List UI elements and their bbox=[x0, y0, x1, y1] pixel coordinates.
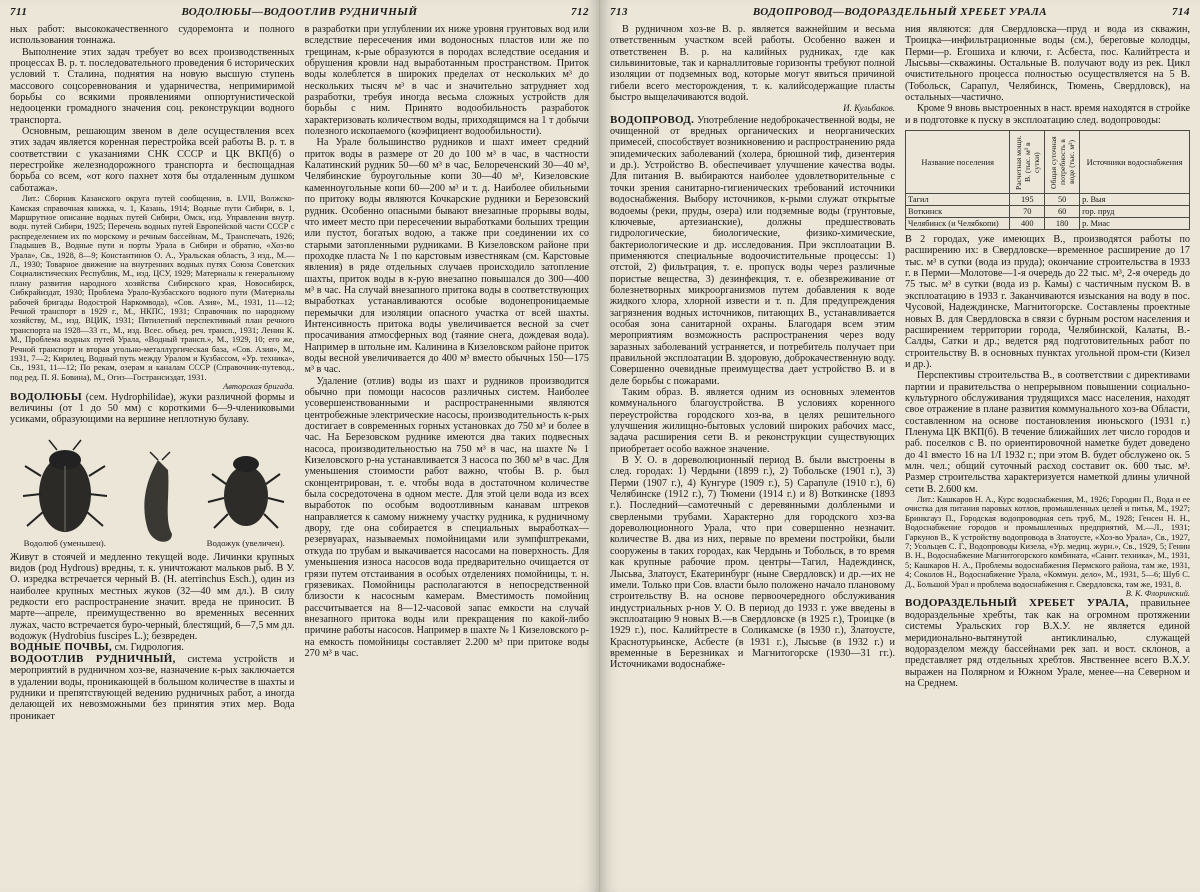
bibliography: Лит.: Сборник Казанского округа путей сообщения, в. LVII, Волжско-Камская справочная книжка, ч. 1, Казань, 1914; Водные пути Сибири, в. 1, Маршрутное описание водных путей Сибири, Омск, изд. Управления внутр. водн. путей Сибири, 1925; Перечень водных путей Европейской части СССР с распределением их по морскому и речным бассейнам, М., Транспечать, 1926; Гладышев В., Водные пути и порты Урала в Сибири и обратно, «Хоз-во Урала», Св., 1928, 8—9; Константинов О. А., Уральская область, 3 изд., М.—Л., 1930; Товарное движение на внутренних водных путях Союза Советских Социалистических Республик, М., изд. ЦСУ, 1929; Материалы к генеральному плану развития народного хозяйства Сибирского края, Новосибирск, Сибкрайиздат, 1930; Проблема Урало-Кузбасского водного пути (Материалы рабочей бригады Водострой Наркомвода), «Сов. Азия», М., 1931, 11—12; Речной транспорт в 1929 г., М., НКПС, 1931; Справочник по народному хозяйству, М., изд. ВЦИК, 1931; Пятилетний перспективный план речного транспорта на 1928—33 гг., М., изд. Всес. объед. реч. трансп., 1931; Ленин К. М., Проблема водных путей Урала, «Водный трансп.», М., 1929, 10; его же, Речной транспорт и вторая угольно-металлургическая база, «Сов. Азия», М., 1931, 7—2; Кирилец, Водный путь между Уралом и Кузбассом, «Ур. техника», Св., 1931, 11—12; По рекам, озерам и каналам СССР (Справочник-путевод., под ред. П. Я. Бовина), М., Огиз—Гострансиздат, 1931. bbox=[10, 194, 295, 382]
running-head-left bbox=[10, 6, 589, 22]
column bbox=[305, 24, 590, 886]
page-number: 711 bbox=[10, 6, 28, 18]
paragraph: в разработки при углублении их ниже уровня грунтовых вод или вследствие пересечения ими водоносных пластов или же по трещинам, к-рые образуются в породах вследствие оседания и обрушения кровли над выработанным пространством. Приток воды колеблется в широких пределах от нескольких м³ до нескольких тысяч м³ в час и значительно затрудняет ход разработки, требуя иногда весьма сложных устройств для борьбы с ним. Принято водообильность разработок характеризовать количеством воды, приходящимся на 1 т добычи полезного ископаемого (коэфициент водообильности). bbox=[304, 24, 589, 138]
page-number: 712 bbox=[571, 6, 589, 18]
figure-item bbox=[206, 436, 286, 549]
beetle-illustration-icon bbox=[19, 436, 111, 536]
waterworks-table bbox=[905, 130, 1190, 230]
paragraph: Удаление (отлив) воды из шахт и рудников производится обычно при помощи насосов различных систем. Наиболее усовершенствованными и распространенными являются центробежные электрические насосы, производительность к-рых достигает в современных горных установках до 750 м³ и более в час. На Березовском руднике имеются два таких подвесных насоса, производительностью на 750 м³ в час, на шахте № 1 Кизеловского р-на устанавливается 3 насоса по 360 м³ в час. Для уменьшения стоимости работ важно, чтобы В. р. был сконцентрирован, т. е. чтобы вода в достаточном количестве была сосредоточена в одном месте. Для этой цели вода из всех выработок по особым водоотливным канавам штреков направляется к самому нижнему участку рудника, к рудничному двору, где она собирается в специальных выработках—резервуарах, называемых помойницами или зумпфштреками, откуда по трубам и выкачивается насосами на поверхность. Для уменьшения износа насосов вода предварительно очищается от грязи путем отстаивания в особых отделениях помойницы, т. н. грязевиках. Помойницы располагаются в непосредственной близости к насосным камерам. Вместимость помойниц рассчитывается на 8—12-часовой запас емкости на случай внезапного притока воды или прекращения по какой-либо причине работы насосов. Например в шахте № 1 Кизеловского р-на емкость помойницы составляет 2.200 м³ при притоке воды 270 м³ в час. bbox=[304, 375, 589, 659]
beetle-figure bbox=[10, 430, 295, 550]
entry-heading: ВОДООТЛИВ РУДНИЧНЫЙ, bbox=[10, 652, 176, 665]
table-cell: гор. пруд bbox=[1080, 206, 1190, 218]
entry-text: система устройств и мероприятий в рудничном хоз-ве, назначение к-рых заключается в удалении воды, проникающей в большом количестве в шахты и рудники и препятствующей ведению рудничных работ, а иногда делающей их невозможными без принятия этих мер. Вода проникает bbox=[10, 653, 295, 722]
table-row bbox=[906, 218, 1190, 230]
signature: В. К. Флоринский. bbox=[1125, 589, 1190, 599]
table-row bbox=[906, 194, 1190, 206]
signature: И. Кульбаков. bbox=[843, 103, 895, 114]
entry-heading: ВОДОЛЮБЫ bbox=[10, 390, 82, 403]
entry-text: Употребление недоброкачественной воды, не очищенной от вредных органических и неорганических примесей, способствует возникновению и распространению ряда эпидемических заболеваний (холера, брюшной тиф, дизентерия и др.). Устройство В. обеспечивает улучшение качества воды. Для питания В. выбираются наиболее удовлетворительные с точки зрения санитарно-гигиенических требований источники водоснабжения. Выбору источников, к-рыми служат открытые водоемы (реки, пруды, озера) или подземные воды (грунтовые, ключевые, артезианские), должны предшествовать гидрологические, биологические, физико-химические, бактериологические и др. исследования. При эксплоатации В. применяются специальные водоочистительные процессы: 1) отстой, 2) фильтрация, т. е. пропуск воды через различные пористые вещества, 3) дезинфекция, т. е. обезвреживание от болезнетворных микроорганизмов путем добавления к воде жидкого хлора, хлорной извести и т. п. Для предупреждения загрязнения водных источников, питающих В., устанавливается особая зона санитарной охраны. Благодаря всем этим мероприятиям возможность распространения через воду заразных заболеваний устраняется, и потребитель получает при правильной эксплоатации В. здоровую, доброкачественную воду. Совершенно очевидные преимущества дает устройство В. и в деле борьбы с пожарами. bbox=[610, 114, 895, 387]
table-cell: Челябинск (и Челябкопи) bbox=[906, 218, 1010, 230]
paragraph: Основным, решающим звеном в деле осуществления всех этих задач является коренная перестройка всей работы В. р. т. в соответствии с указаниями СНК СССР и ЦК ВКП(б) о перестройке железнодорожного транспорта и беспощадная борьба со всем, «от кого пахнет хотя бы отдаленным душком саботажа». bbox=[10, 126, 295, 194]
table-header: Общая суточная потребность в воде (тыс. м³) bbox=[1045, 131, 1080, 194]
table-header: Название поселения bbox=[906, 131, 1010, 194]
entry-vodoprovod bbox=[610, 115, 895, 387]
paragraph: Выполнение этих задач требует во всех производственных процессах В. р. т. последовательного проведения 6 исторических условий т. Сталина, поднятия на новую высшую ступень массового соцсоревнования и ударничества, непримиримой борьбы со всякими проявлениями оппортунистической недооценки громадного значения соц. реконструкции водного транспорта. bbox=[10, 46, 295, 126]
entry-heading: ВОДОРАЗДЕЛЬНЫЙ ХРЕБЕТ УРАЛА, bbox=[905, 597, 1129, 610]
entry-text: правильнее водораздельные хребты, так как на огромном протяжении системы Уральских гор В.Х.У. не является единой меридионально-вытянутой антиклиналью, служащей водоразделом между бассейнами рек зап. и вост. склонов, а представляет ряд отдельных хребтов. Явственнее всего В.Х.У. выражен на Полярном и Южном Урале, менее—на Северном и на Среднем. bbox=[905, 598, 1190, 689]
table-cell: 50 bbox=[1045, 194, 1080, 206]
table-header: Расчетная мощн. В. (тыс. м³ в сутки) bbox=[1010, 131, 1045, 194]
page-number: 714 bbox=[1172, 6, 1190, 18]
column bbox=[10, 24, 295, 886]
running-title: ВОДОЛЮБЫ—ВОДООТЛИВ РУДНИЧНЫЙ bbox=[181, 6, 418, 18]
table-cell: 195 bbox=[1010, 194, 1045, 206]
entry-text: см. Гидрология. bbox=[112, 642, 184, 654]
entry-vodolyuby bbox=[10, 392, 295, 426]
signature: Авторская бригада. bbox=[223, 382, 295, 392]
figure-item bbox=[128, 450, 188, 550]
entry-text: (сем. Hydrophilidae), жуки различной формы и величины (от 1 до 50 мм) с короткими 6—9-члениковыми усиками, образующими на вершине неплотную булаву. bbox=[10, 391, 295, 426]
table-cell: Воткинск bbox=[906, 206, 1010, 218]
table-header: Источники водоснабжения bbox=[1080, 131, 1190, 194]
figure-caption: Водолюб (уменьшен). bbox=[23, 538, 106, 549]
paragraph: В 2 городах, уже имеющих В., производятся работы по расширению их: в Свердловске—временное расширение до 17 тыс. м³ в сутки (вода из пруда); окончание строительства в 1933 г. в Перми—Молотове—1-я очередь до 22 тыс. м³, 2-я очередь до 75 тыс. м³ в сутки (вода из р. Камы) с частичным пуском В. в эксплоатацию в 1933 г. Заканчиваются изыскания на воду в пос. Чусовой, Надеждинске, Магнитогорске. Составлены проектные новых В. для Свердловска в связи с бурным ростом населения и расширением территории города, Челябинской, Калаты, В.-Салды, Сатки и др.; ведется ряд подготовительных работ по строительству В. в основных пунктах угольной пром-сти (Кизел и др.). bbox=[905, 234, 1190, 370]
entry-vodorazdelny-hrebet bbox=[905, 598, 1190, 689]
table-cell: р. Миас bbox=[1080, 218, 1190, 230]
entry-heading: ВОДНЫЕ ПОЧВЫ, bbox=[10, 641, 113, 654]
paragraph: В У. О. в дореволюционный период В. были выстроены в след. городах: 1) Чердыни (1899 г.), 2) Тобольске (1901 г.), 3) Перми (1907 г.), 4) Кунгуре (1909 г.), 5) Сарапуле (1910 г.), 6) Челябинске (1912 г.), 7) Тюмени (1914 г.) и 8) Воткинске (1893 г.). Последний—самотечный с деревянными долблеными и сверлеными трубами. Характерно для городского хоз-ва дореволюционного Урала, что при совершенно незначит. количестве В. два из них, первые по времени постройки, были сооружены в таких городах, как Чердынь и Тобольск, в то время как крупные рабочие пром. центры—Тагил, Надеждинск, Лысьва, Златоуст, Екатеринбург (ныне Свердловск) и др.—их не имели. Только при Сов. власти было положено начало плановому строительству В. на основе первоочередного обслуживания индустриальных р-нов У. О. В период до 1933 г. уже введены в эксплоатацию 9 новых В.—в Свердловске (в 1925 г.), Троицке (в 1929 г.), пос. Калийтресте в Соликамске (в 1930 г.), Златоусте, Краснотурьинске, Асбесте (в 1931 г.), Лысьве (в 1932 г.) и временные в Березниках и Магнитогорске (1930—31 гг.). Источниками водоснабже- bbox=[610, 455, 895, 671]
paragraph: ния являются: для Свердловска—пруд и вода из скважин, Троицка—инфильтрационные воды (см.), береговые колодцы, Перми—р. Егошиха и ключи, г. Асбеста, пос. Калийтреста и Лысьвы—скважины. Остальные В. получают воду из рек. Цикл очистительного процесса полностью осуществляется на 5 В. (Тобольск, Сарапул, Челябинск, Тюмень, Свердловск), на остальных—частично. bbox=[905, 24, 1190, 104]
right-page bbox=[600, 0, 1200, 892]
larva-illustration-icon bbox=[128, 450, 188, 550]
figure-caption: Водожук (увеличен). bbox=[206, 538, 285, 549]
table-cell: р. Выя bbox=[1080, 194, 1190, 206]
page-number: 713 bbox=[610, 6, 628, 18]
column bbox=[905, 24, 1190, 886]
column bbox=[610, 24, 895, 886]
paragraph: ных работ: высококачественного судоремонта и полного использования тоннажа. bbox=[10, 24, 295, 47]
running-head-right bbox=[610, 6, 1190, 22]
paragraph: В рудничном хоз-ве В. р. является важнейшим и весьма ответственным участком всей работы. Особенно важен и ответственен В. р. на калийных рудниках, где как сильвинитовые, так и карналлитовые горизонты требуют полной изоляции от подземных вод, которые могут явиться причиной гибели всего месторождения, т. к. калийсодержащие пласты быстро выщелачиваются водой. bbox=[610, 24, 895, 104]
table-cell: Тагил bbox=[906, 194, 1010, 206]
table-cell: 70 bbox=[1010, 206, 1045, 218]
paragraph: Живут в стоячей и медленно текущей воде. Личинки крупных видов (род Hydrous) вредны, т. к. уничтожают мальков рыб. В У. О. изредка встречается черный В. (H. aterrinchus Esch.), один из наиболее крупных местных жуков (32—40 мм дл.). В силу редкости его распространение значит. вреда не приносит. В марте—апреле, преимущественно во временных весенних лужах, часто встречается буро-черный, блестящий, 6—7,5 мм дл. водожук (Hydrobius fuscipes L.); безвреден. bbox=[10, 551, 295, 643]
entry-heading: ВОДОПРОВОД. bbox=[610, 113, 695, 126]
bibliography: Лит.: Кашкаров Н. А., Курс водоснабжения, М., 1926; Городин П., Вода и ее очистка для питания паровых котлов, промышленных целей и питья, М., 1927; Бринкгауз П., Городская водопроводная сеть труб, М., 1928; Генсен Н. Н., Водоснабжение городов и промышленных предприятий, М.—Л., 1931; Гаркунов В., К устройству водопровода в Златоусте, «Хоз-во Урала», Св., 1927, 7; Усольцев С. Г., Водопроводы Кизела, «Ур. медиц. журн.», Св., 1929, 5; Генин В. Н., Водоснабжение Магнитогорского комбината, «Санит. техника», М., 1931, 5; Кашкаров Н. А., Проблемы водоснабжения Пермского района, там же, 1931, 4; Соколов Н., Водоснабжение Урала, «Коммун. дело», М., 1931, 5—6; Шуб С. Д., Большой Урал и проблема водоснабжения г. Свердловска, там же, 1931, 8. bbox=[905, 495, 1190, 589]
entry-vodootliv bbox=[10, 654, 295, 722]
table-cell: 400 bbox=[1010, 218, 1045, 230]
table-cell: 60 bbox=[1045, 206, 1080, 218]
figure-item bbox=[19, 436, 111, 549]
running-title: ВОДОПРОВОД—ВОДОРАЗДЕЛЬНЫЙ ХРЕБЕТ УРАЛА bbox=[752, 6, 1048, 18]
paragraph: На Урале большинство рудников и шахт имеет средний приток воды в размере от 20 до 100 м³ в час, в частности Калатинский рудник 50—60 м³ в час, Белореченский 30—40 м³, Челябинские буроугольные копи 30—40 м³, Кизеловские каменноугольные копи 60—200 м³ и т. д. Наиболее обильными по притоку воды являются Кочкарские рудники и Березовский рудник. Особенно опасными бывают внезапные прорывы воды, что имеет место при пересечении выработками больших трещин или пустот, богатых водою, а также при соединении их со старыми затопленными рудниками. В Кизеловском районе при проходке пласта № 1 по карстовым известнякам (см. Карстовые явления) в ряде отдельных случаев происходило затопление шахты, приток воды в к-рую внезапно повышался до 300—400 м³ в час. На случай внезапного притока воды в соответствующих выработках устанавливаются особые водонепроницаемые перемычки для изоляции опасного участка от всей шахты. Интенсивность притока воды увеличивается весной за счет просачивания атмосферных вод (таяние снега, дождевая вода). Например в штольне им. Калинина в Кизеловском районе приток воды весной увеличивается до 400 м³ вместо обычных 150—175 м³ в час. bbox=[304, 137, 589, 376]
table-row bbox=[906, 206, 1190, 218]
paragraph: Кроме 9 вновь выстроенных в наст. время находятся в стройке и в подготовке к пуску в эксплоатацию след. водопроводы: bbox=[905, 103, 1190, 126]
beetle-illustration-icon bbox=[206, 436, 286, 536]
table-cell: 180 bbox=[1045, 218, 1080, 230]
paragraph: Таким образ. В. является одним из основных элементов коммунального благоустройства. В условиях коренного переустройства городского хоз-ва, в целях решительного улучшения жилищно-бытовых условий широких рабочих масс, задача расширения сети В. и реконструкции существующих приобретает особо важное значение. bbox=[610, 387, 895, 455]
paragraph: Перспективы строительства В., в соответствии с директивами партии и правительства о непрерывном повышении социально-культурного обслуживания трудящихся масс населения, находят свое отражение в плане развития коммунального хоз-ва Области, составленном на основе постановления июньского (1931 г.) Пленума ЦК ВКП(б). В течение ближайших лет число городов и раб. поселков с В. по ориентировочной наметке будет доведено до 41 вместо 16 на 1/I 1932 г.; при этом В. будет обслужено ок. 5 млн. чел.; общий суточный расход составит ок. 600 тыс. м³. Размер строительства характеризуется наметкой длины уличной сети В. 2.600 км. bbox=[905, 370, 1190, 495]
